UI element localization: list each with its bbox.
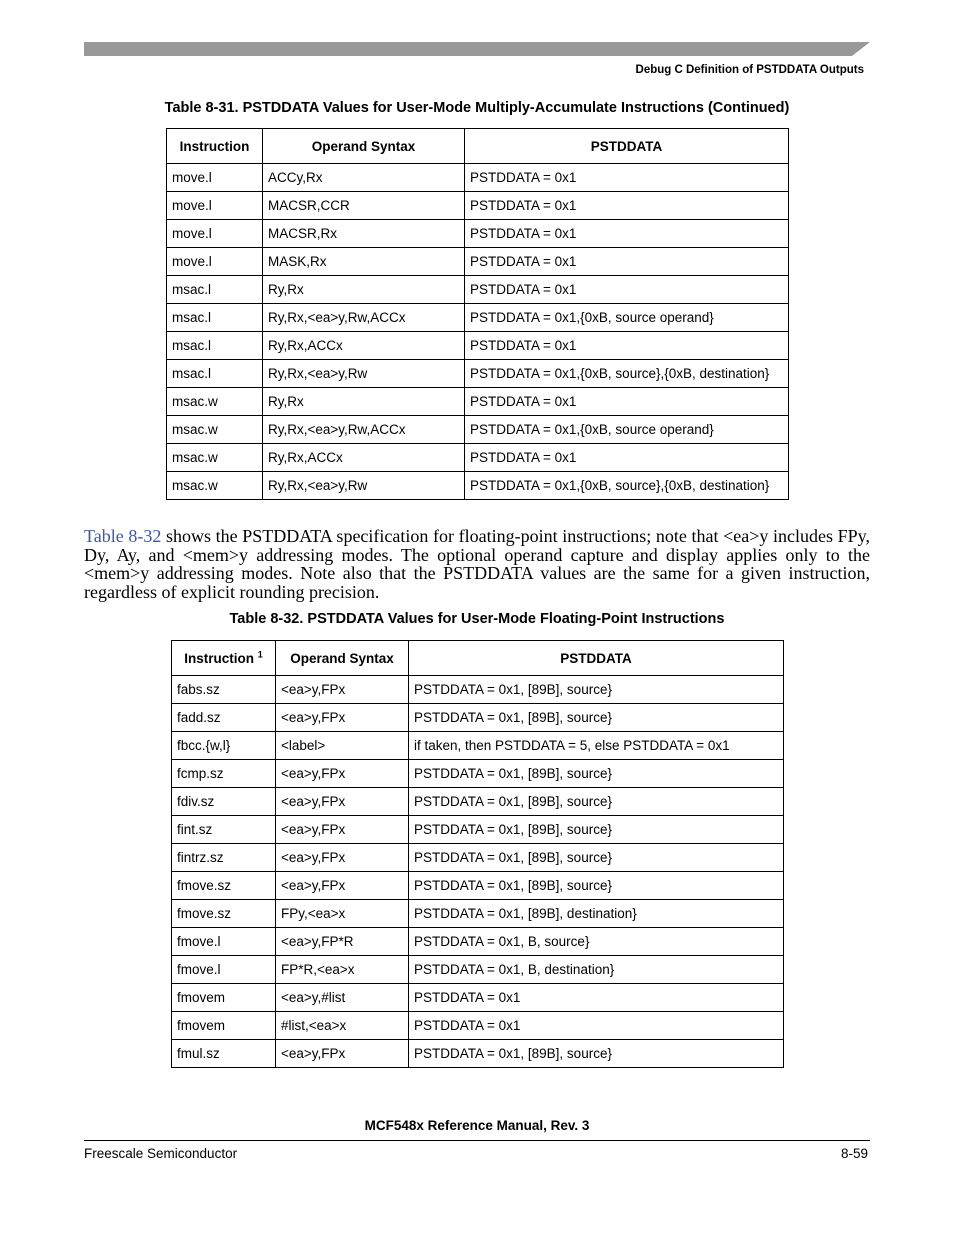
table-32-caption: Table 8-32. PSTDDATA Values for User-Mode Floating-Point Instructions: [229, 611, 725, 627]
table-cell: move.l: [167, 192, 263, 220]
table-cell: fmovem: [172, 984, 276, 1012]
table-cell: msac.w: [167, 444, 263, 472]
table-cell: PSTDDATA = 0x1: [465, 332, 789, 360]
table-cell: PSTDDATA = 0x1, [89B], source}: [409, 872, 784, 900]
table-cell: PSTDDATA = 0x1, B, destination}: [409, 956, 784, 984]
table-cell: move.l: [167, 220, 263, 248]
table-cell: fmovem: [172, 1012, 276, 1040]
table-row: [167, 472, 789, 500]
table-cell: Ry,Rx,ACCx: [263, 444, 465, 472]
table-cell: fmove.l: [172, 928, 276, 956]
table-cell: fmove.l: [172, 956, 276, 984]
header-bar: [84, 42, 870, 56]
table-cell: PSTDDATA = 0x1,{0xB, source operand}: [465, 416, 789, 444]
paragraph-text: shows the PSTDDATA specification for floating-point instructions; note that <ea>y includes FPy, Dy, Ay, and <mem>y addressing modes. The optional operand capture and display applies only to the <mem>y addressing modes. Note also that the PSTDDATA values are the same for a given instruction, regardless of explicit rounding precision.: [84, 526, 870, 602]
section-header: Debug C Definition of PSTDDATA Outputs: [635, 64, 864, 76]
table-row: [172, 732, 784, 760]
table-cell: PSTDDATA = 0x1, [89B], source}: [409, 1040, 784, 1068]
column-header-label: Instruction: [184, 650, 254, 666]
table-cell: MACSR,CCR: [263, 192, 465, 220]
table-cell: PSTDDATA = 0x1,{0xB, source},{0xB, destination}: [465, 360, 789, 388]
table-row: [167, 276, 789, 304]
table-cell: fdiv.sz: [172, 788, 276, 816]
table-row: [167, 360, 789, 388]
table-cell: <ea>y,FPx: [276, 844, 409, 872]
footer-divider: [84, 1140, 870, 1141]
table-31-body: [167, 164, 789, 500]
table-cell: msac.w: [167, 472, 263, 500]
table-cell: msac.w: [167, 388, 263, 416]
table-cell: Ry,Rx,<ea>y,Rw: [263, 472, 465, 500]
table-cell: move.l: [167, 164, 263, 192]
table-cell: PSTDDATA = 0x1, [89B], source}: [409, 844, 784, 872]
table-row: [167, 388, 789, 416]
table-row: [167, 304, 789, 332]
table-cell: <ea>y,#list: [276, 984, 409, 1012]
table-cell: msac.l: [167, 276, 263, 304]
table-cell: fmove.sz: [172, 900, 276, 928]
table-cell: msac.w: [167, 416, 263, 444]
table-cell: msac.l: [167, 304, 263, 332]
table-row: [167, 248, 789, 276]
table-row: [172, 928, 784, 956]
table-31: [166, 128, 789, 500]
table-cell: msac.l: [167, 360, 263, 388]
table-cell: <ea>y,FPx: [276, 816, 409, 844]
table-cell: fabs.sz: [172, 676, 276, 704]
table-cell: PSTDDATA = 0x1, [89B], source}: [409, 788, 784, 816]
table-cell: fmove.sz: [172, 872, 276, 900]
table-cell: PSTDDATA = 0x1, [89B], source}: [409, 676, 784, 704]
table-row: [167, 332, 789, 360]
table-cell: PSTDDATA = 0x1: [465, 276, 789, 304]
table-cell: <ea>y,FPx: [276, 760, 409, 788]
table-cell: fintrz.sz: [172, 844, 276, 872]
table-cell: <ea>y,FPx: [276, 788, 409, 816]
table-row: [172, 816, 784, 844]
table-cell: move.l: [167, 248, 263, 276]
table-row: [172, 676, 784, 704]
table-row: [172, 872, 784, 900]
footnote-marker[interactable]: 1: [257, 649, 263, 659]
table-cell: <ea>y,FPx: [276, 676, 409, 704]
table-cell: msac.l: [167, 332, 263, 360]
table-cell: fbcc.{w,l}: [172, 732, 276, 760]
table-8-32-link[interactable]: Table 8-32: [84, 526, 162, 546]
table-row: [172, 984, 784, 1012]
table-32-body: [172, 676, 784, 1068]
table-cell: Ry,Rx: [263, 388, 465, 416]
table-cell: PSTDDATA = 0x1: [465, 248, 789, 276]
table-cell: PSTDDATA = 0x1: [465, 444, 789, 472]
table-cell: <ea>y,FPx: [276, 872, 409, 900]
table-row: [172, 1012, 784, 1040]
body-paragraph: [84, 527, 870, 601]
table-row: [167, 192, 789, 220]
table-cell: fint.sz: [172, 816, 276, 844]
column-header: [172, 641, 276, 676]
table-cell: PSTDDATA = 0x1: [409, 1012, 784, 1040]
table-row: [172, 900, 784, 928]
table-row: [172, 788, 784, 816]
table-cell: <ea>y,FPx: [276, 1040, 409, 1068]
manual-title: MCF548x Reference Manual, Rev. 3: [364, 1118, 590, 1133]
column-header: Instruction: [167, 129, 263, 164]
table-cell: PSTDDATA = 0x1: [409, 984, 784, 1012]
table-cell: PSTDDATA = 0x1, [89B], source}: [409, 816, 784, 844]
table-cell: PSTDDATA = 0x1, [89B], source}: [409, 704, 784, 732]
table-cell: #list,<ea>x: [276, 1012, 409, 1040]
company-name: Freescale Semiconductor: [84, 1146, 238, 1161]
table-cell: <ea>y,FP*R: [276, 928, 409, 956]
page-number: 8-59: [840, 1146, 868, 1161]
table-cell: PSTDDATA = 0x1: [465, 192, 789, 220]
table-cell: PSTDDATA = 0x1: [465, 220, 789, 248]
table-cell: PSTDDATA = 0x1, [89B], source}: [409, 760, 784, 788]
table-header-row: [167, 129, 789, 164]
table-cell: fadd.sz: [172, 704, 276, 732]
table-row: [172, 956, 784, 984]
table-cell: fmul.sz: [172, 1040, 276, 1068]
table-cell: Ry,Rx,<ea>y,Rw,ACCx: [263, 304, 465, 332]
table-cell: FPy,<ea>x: [276, 900, 409, 928]
table-cell: PSTDDATA = 0x1,{0xB, source},{0xB, destination}: [465, 472, 789, 500]
column-header: PSTDDATA: [465, 129, 789, 164]
table-cell: Ry,Rx,<ea>y,Rw,ACCx: [263, 416, 465, 444]
table-row: [167, 220, 789, 248]
table-row: [172, 844, 784, 872]
table-cell: MASK,Rx: [263, 248, 465, 276]
table-row: [172, 704, 784, 732]
table-cell: Ry,Rx,ACCx: [263, 332, 465, 360]
table-cell: fcmp.sz: [172, 760, 276, 788]
table-row: [167, 164, 789, 192]
column-header: Operand Syntax: [276, 641, 409, 676]
table-32: [171, 640, 784, 1068]
table-row: [172, 1040, 784, 1068]
table-cell: ACCy,Rx: [263, 164, 465, 192]
table-row: [167, 416, 789, 444]
table-31-caption: Table 8-31. PSTDDATA Values for User-Mode Multiply-Accumulate Instructions (Continued): [164, 100, 790, 116]
table-cell: Ry,Rx,<ea>y,Rw: [263, 360, 465, 388]
table-row: [172, 760, 784, 788]
table-cell: PSTDDATA = 0x1, [89B], destination}: [409, 900, 784, 928]
table-cell: if taken, then PSTDDATA = 5, else PSTDDATA = 0x1: [409, 732, 784, 760]
table-cell: PSTDDATA = 0x1,{0xB, source operand}: [465, 304, 789, 332]
table-cell: PSTDDATA = 0x1: [465, 164, 789, 192]
table-cell: Ry,Rx: [263, 276, 465, 304]
table-header-row: [172, 641, 784, 676]
column-header: Operand Syntax: [263, 129, 465, 164]
table-cell: PSTDDATA = 0x1: [465, 388, 789, 416]
table-cell: PSTDDATA = 0x1, B, source}: [409, 928, 784, 956]
table-cell: FP*R,<ea>x: [276, 956, 409, 984]
table-cell: MACSR,Rx: [263, 220, 465, 248]
table-row: [167, 444, 789, 472]
table-cell: <label>: [276, 732, 409, 760]
table-cell: <ea>y,FPx: [276, 704, 409, 732]
column-header: PSTDDATA: [409, 641, 784, 676]
